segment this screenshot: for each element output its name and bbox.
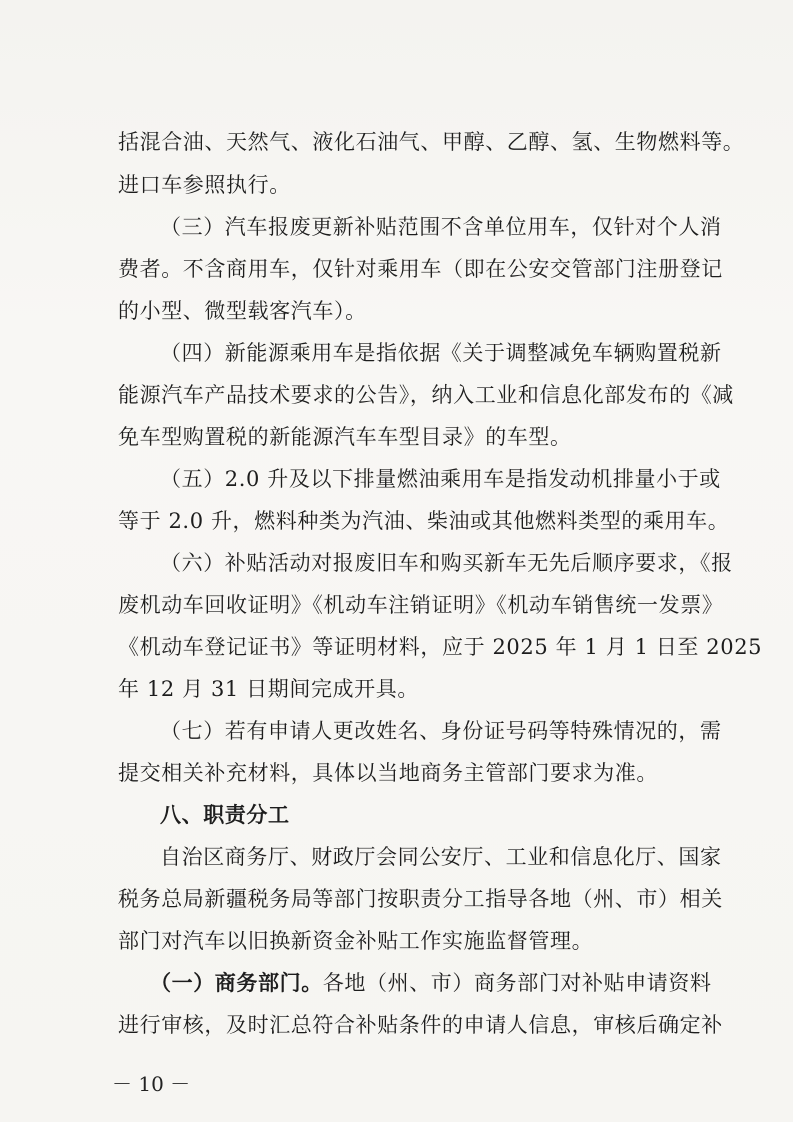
paragraph-7-line: （七）若有申请人更改姓名、身份证号码等特殊情况的，需 (160, 719, 722, 743)
text-line: 的小型、微型载客汽车）。 (118, 299, 367, 323)
section-heading: 八、职责分工 (160, 802, 290, 827)
text-line: 免车型购置税的新能源汽车车型目录》的车型。 (118, 425, 572, 449)
subsection-title: （一）商务部门。 (150, 970, 323, 995)
text-line: 费者。不含商用车，仅针对乘用车（即在公安交管部门注册登记 (118, 257, 723, 281)
paragraph-5-line: （五）2.0 升及以下排量燃油乘用车是指发动机排量小于或 (160, 467, 721, 491)
text-line: 等于 2.0 升，燃料种类为汽油、柴油或其他燃料类型的乘用车。 (118, 509, 730, 533)
text-line: 进行审核，及时汇总符合补贴条件的申请人信息，审核后确定补 (118, 1013, 723, 1037)
paragraph-6-line: （六）补贴活动对报废旧车和购买新车无先后顺序要求，《报 (160, 551, 733, 575)
paragraph-8-line: 自治区商务厅、财政厅会同公安厅、工业和信息化厅、国家 (160, 845, 722, 869)
text-line: 提交相关补充材料，具体以当地商务主管部门要求为准。 (118, 761, 658, 785)
page-number: － 10 － (112, 1072, 191, 1096)
text-line: 部门对汽车以旧换新资金补贴工作实施监督管理。 (118, 929, 594, 953)
paragraph-4-line: （四）新能源乘用车是指依据《关于调整减免车辆购置税新 (160, 341, 722, 365)
subsection-line (150, 971, 718, 995)
text-line: 废机动车回收证明》《机动车注销证明》《机动车销售统一发票》 (118, 593, 724, 617)
text-line: 括混合油、天然气、液化石油气、甲醇、乙醇、氢、生物燃料等。 (118, 130, 745, 154)
text-line: 《机动车登记证书》等证明材料，应于 2025 年 1 月 1 日至 2025 (118, 635, 763, 659)
text-line: 年 12 月 31 日期间完成开具。 (118, 677, 419, 701)
text-line: 进口车参照执行。 (118, 173, 291, 197)
paragraph-3-line: （三）汽车报废更新补贴范围不含单位用车，仅针对个人消 (160, 215, 722, 239)
text-line: 能源汽车产品技术要求的公告》，纳入工业和信息化部发布的《减 (118, 383, 734, 407)
text-line: 税务总局新疆税务局等部门按职责分工指导各地（州、市）相关 (118, 887, 723, 911)
subsection-text: 各地（州、市）商务部门对补贴申请资料 (322, 971, 712, 995)
